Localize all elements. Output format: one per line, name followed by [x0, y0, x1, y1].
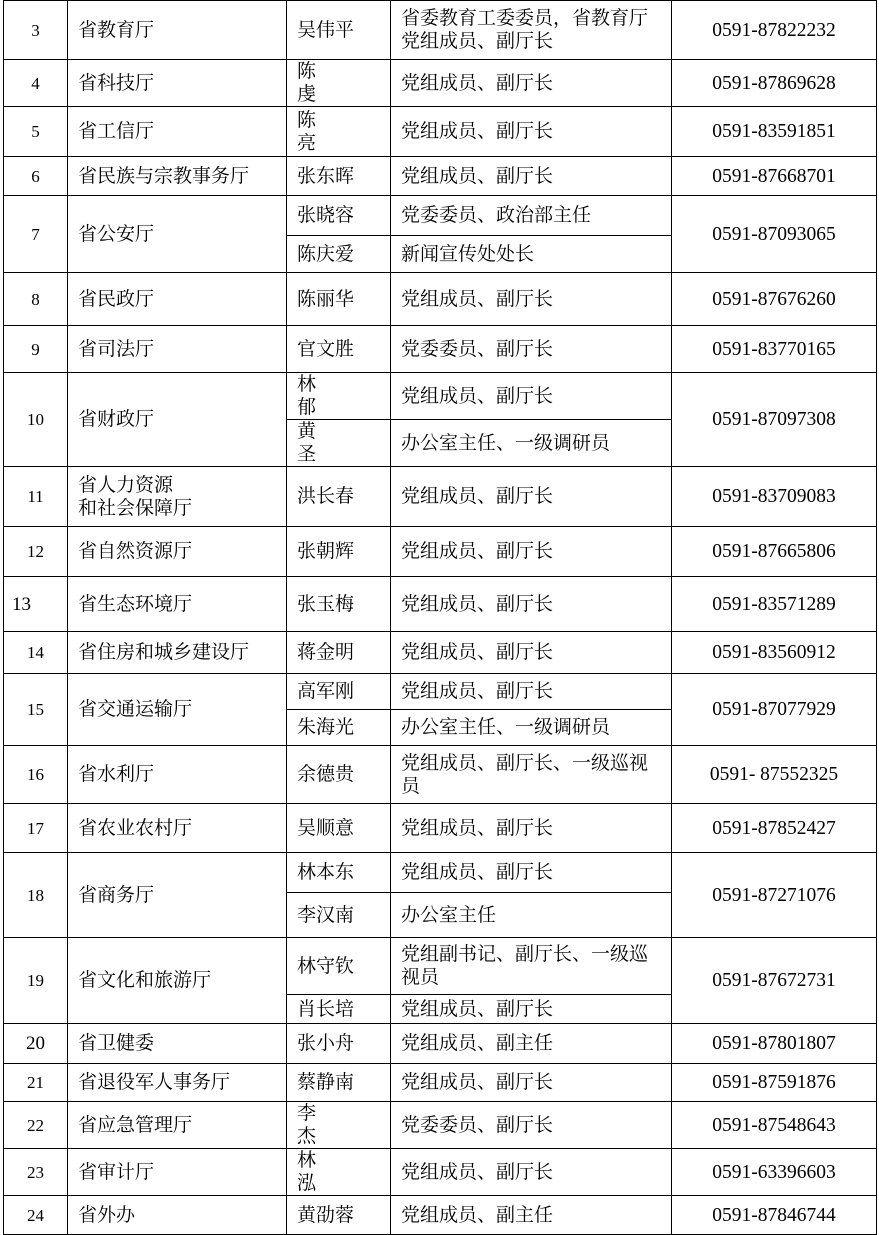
table-row [4, 632, 877, 674]
contact-table [3, 0, 877, 1235]
department: 省应急管理厅 [68, 1102, 287, 1149]
table-row [4, 746, 877, 804]
person-title: 党组成员、副厅长 [391, 674, 672, 710]
person-name: 洪长春 [287, 467, 391, 527]
person-title: 党组成员、副厅长 [391, 995, 672, 1024]
row-number: 15 [4, 674, 68, 746]
person-title: 党组成员、副厅长 [391, 60, 672, 107]
phone-number: 0591-87672731 [672, 938, 877, 1024]
person-name: 吴顺意 [287, 804, 391, 853]
person-name: 余德贵 [287, 746, 391, 804]
phone-number: 0591-87591876 [672, 1064, 877, 1102]
row-number: 9 [4, 326, 68, 373]
row-number: 10 [4, 373, 68, 467]
row-number: 20 [4, 1024, 68, 1064]
person-name: 吴伟平 [287, 1, 391, 60]
person-name: 林 郁 [287, 373, 391, 420]
person-name: 李汉南 [287, 893, 391, 938]
person-name: 官文胜 [287, 326, 391, 373]
person-title: 党组成员、副厅长 [391, 1064, 672, 1102]
row-number: 8 [4, 273, 68, 326]
department: 省教育厅 [68, 1, 287, 60]
department: 省审计厅 [68, 1149, 287, 1196]
phone-number: 0591-87822232 [672, 1, 877, 60]
person-title: 党组成员、副主任 [391, 1196, 672, 1235]
table-row [4, 527, 877, 577]
department: 省公安厅 [68, 196, 287, 273]
row-number: 17 [4, 804, 68, 853]
department-line-1: 省人力资源 [78, 473, 174, 496]
person-title: 党委委员、副厅长 [391, 1102, 672, 1149]
department: 省农业农村厅 [68, 804, 287, 853]
person-name: 李 杰 [287, 1102, 391, 1149]
row-number: 7 [4, 196, 68, 273]
department: 省民政厅 [68, 273, 287, 326]
phone-number: 0591-87097308 [672, 373, 877, 467]
person-title: 新闻宣传处处长 [391, 236, 672, 273]
person-name: 张玉梅 [287, 577, 391, 632]
table-row [4, 273, 877, 326]
person-title: 党组成员、副厅长 [391, 467, 672, 527]
person-title: 党委委员、副厅长 [391, 326, 672, 373]
person-title: 党组成员、副厅长 [391, 373, 672, 420]
person-title: 党组成员、副厅长 [391, 107, 672, 157]
person-name: 陈丽华 [287, 273, 391, 326]
phone-number: 0591-87665806 [672, 527, 877, 577]
table-row [4, 1, 877, 60]
table-row [4, 373, 877, 420]
row-number: 6 [4, 157, 68, 196]
table-row [4, 853, 877, 893]
person-name: 陈 亮 [287, 107, 391, 157]
phone-number: 0591-87801807 [672, 1024, 877, 1064]
phone-number: 0591-87676260 [672, 273, 877, 326]
department: 省文化和旅游厅 [68, 938, 287, 1024]
department: 省外办 [68, 1196, 287, 1235]
table-row [4, 326, 877, 373]
person-title: 党委委员、政治部主任 [391, 196, 672, 236]
person-name: 蔡静南 [287, 1064, 391, 1102]
row-number: 3 [4, 1, 68, 60]
department: 省卫健委 [68, 1024, 287, 1064]
department: 省退役军人事务厅 [68, 1064, 287, 1102]
person-title: 党组成员、副厅长 [391, 577, 672, 632]
person-title: 党组成员、副厅长 [391, 853, 672, 893]
person-title: 办公室主任 [391, 893, 672, 938]
department: 省财政厅 [68, 373, 287, 467]
row-number: 21 [4, 1064, 68, 1102]
person-name: 朱海光 [287, 710, 391, 746]
person-title: 党组成员、副厅长、一级巡视员 [391, 746, 672, 804]
row-number: 19 [4, 938, 68, 1024]
phone-number: 0591-63396603 [672, 1149, 877, 1196]
person-title: 党组成员、副厅长 [391, 527, 672, 577]
table-row [4, 1024, 877, 1064]
row-number: 24 [4, 1196, 68, 1235]
person-name: 林 泓 [287, 1149, 391, 1196]
person-name: 张晓容 [287, 196, 391, 236]
phone-number: 0591-83709083 [672, 467, 877, 527]
row-number: 22 [4, 1102, 68, 1149]
person-name: 林守钦 [287, 938, 391, 995]
department: 省司法厅 [68, 326, 287, 373]
table-row [4, 467, 877, 527]
person-title: 党组副书记、副厅长、一级巡视员 [391, 938, 672, 995]
person-title: 办公室主任、一级调研员 [391, 420, 672, 467]
table-row [4, 107, 877, 157]
person-name: 蒋金明 [287, 632, 391, 674]
person-name: 黄 圣 [287, 420, 391, 467]
department: 省水利厅 [68, 746, 287, 804]
person-name: 肖长培 [287, 995, 391, 1024]
phone-number: 0591-83770165 [672, 326, 877, 373]
person-name: 陈庆爱 [287, 236, 391, 273]
phone-number: 0591-87077929 [672, 674, 877, 746]
table-row [4, 938, 877, 995]
phone-number: 0591-87869628 [672, 60, 877, 107]
table-row [4, 60, 877, 107]
department: 省科技厅 [68, 60, 287, 107]
row-number: 14 [4, 632, 68, 674]
table-row [4, 1196, 877, 1235]
department: 省商务厅 [68, 853, 287, 938]
person-name: 陈 虔 [287, 60, 391, 107]
table-row [4, 674, 877, 710]
phone-number: 0591-87846744 [672, 1196, 877, 1235]
row-number: 11 [4, 467, 68, 527]
person-name: 林本东 [287, 853, 391, 893]
phone-number: 0591- 87552325 [672, 746, 877, 804]
person-title: 党组成员、副厅长 [391, 157, 672, 196]
phone-number: 0591-83560912 [672, 632, 877, 674]
person-name: 黄劭蓉 [287, 1196, 391, 1235]
table-row [4, 1149, 877, 1196]
row-number: 12 [4, 527, 68, 577]
phone-number: 0591-87271076 [672, 853, 877, 938]
person-title: 省委教育工委委员，省教育厅党组成员、副厅长 [391, 1, 672, 60]
phone-number: 0591-83591851 [672, 107, 877, 157]
row-number: 13 [4, 577, 68, 632]
phone-number: 0591-83571289 [672, 577, 877, 632]
person-title: 党组成员、副主任 [391, 1024, 672, 1064]
table-row [4, 1064, 877, 1102]
department: 省自然资源厅 [68, 527, 287, 577]
table-row [4, 804, 877, 853]
person-title: 党组成员、副厅长 [391, 632, 672, 674]
department: 省工信厅 [68, 107, 287, 157]
person-title: 党组成员、副厅长 [391, 273, 672, 326]
row-number: 18 [4, 853, 68, 938]
table-row [4, 196, 877, 236]
phone-number: 0591-87668701 [672, 157, 877, 196]
row-number: 5 [4, 107, 68, 157]
row-number: 4 [4, 60, 68, 107]
table-row [4, 157, 877, 196]
row-number: 16 [4, 746, 68, 804]
department: 省住房和城乡建设厅 [68, 632, 287, 674]
phone-number: 0591-87852427 [672, 804, 877, 853]
department: 省民族与宗教事务厅 [68, 157, 287, 196]
person-name: 张朝辉 [287, 527, 391, 577]
department: 省交通运输厅 [68, 674, 287, 746]
person-title: 办公室主任、一级调研员 [391, 710, 672, 746]
person-name: 高军刚 [287, 674, 391, 710]
person-name: 张小舟 [287, 1024, 391, 1064]
department: 省生态环境厅 [68, 577, 287, 632]
phone-number: 0591-87093065 [672, 196, 877, 273]
department [68, 467, 287, 527]
department-line-2: 和社会保障厅 [78, 496, 193, 519]
person-title: 党组成员、副厅长 [391, 1149, 672, 1196]
person-title: 党组成员、副厅长 [391, 804, 672, 853]
row-number: 23 [4, 1149, 68, 1196]
phone-number: 0591-87548643 [672, 1102, 877, 1149]
table-row [4, 577, 877, 632]
table-row [4, 1102, 877, 1149]
person-name: 张东晖 [287, 157, 391, 196]
